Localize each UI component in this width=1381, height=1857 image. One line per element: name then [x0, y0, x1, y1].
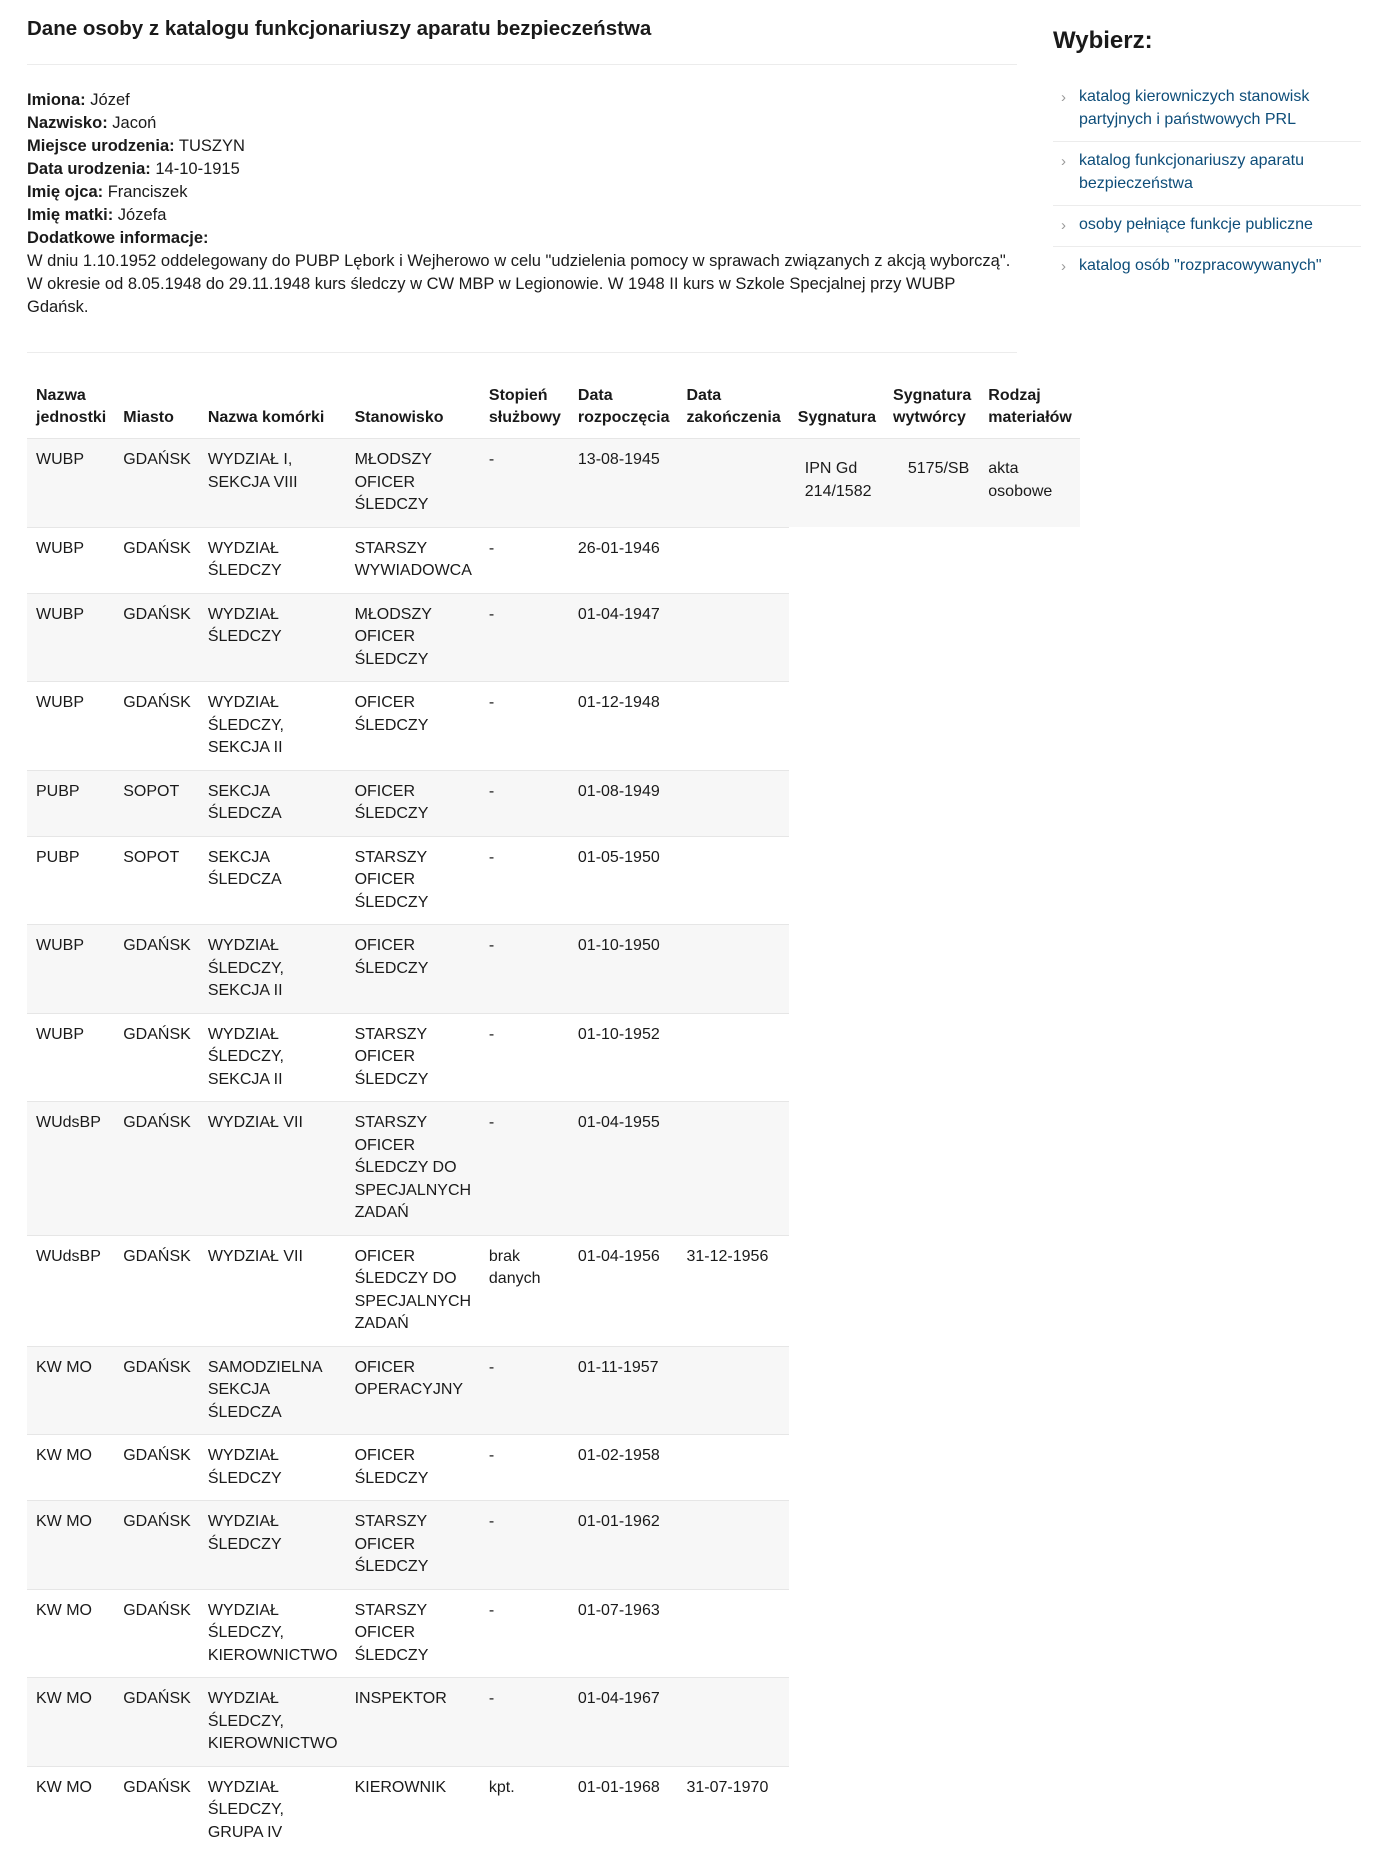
table-row — [27, 1235, 1080, 1346]
empty-cell — [789, 1766, 884, 1854]
table-row — [27, 1501, 1080, 1590]
surname-row — [27, 112, 1017, 135]
empty-cell — [884, 836, 979, 925]
sidebar-item-leadership-catalog[interactable] — [1053, 78, 1361, 142]
cell-unit: WUBP — [27, 527, 114, 593]
cell-position: INSPEKTOR — [346, 1678, 480, 1767]
empty-cell — [884, 682, 979, 771]
empty-cell — [884, 1102, 979, 1236]
table-row — [27, 925, 1080, 1014]
cell-end-date — [678, 593, 789, 682]
cell-end-date — [678, 925, 789, 1014]
surname-label: Nazwisko: — [27, 114, 108, 132]
table-row — [27, 836, 1080, 925]
page-title: Dane osoby z katalogu funkcjonariuszy aparatu bezpieczeństwa — [27, 17, 652, 40]
cell-rank: - — [480, 439, 569, 528]
cell-position: STARSZY OFICER ŚLEDCZY — [346, 1013, 480, 1102]
cell-rank: - — [480, 1435, 569, 1501]
cell-rank: - — [480, 527, 569, 593]
cell-department: WYDZIAŁ ŚLEDCZY, SEKCJA II — [199, 682, 346, 771]
cell-department: WYDZIAŁ ŚLEDCZY, GRUPA IV — [199, 1766, 346, 1854]
empty-cell — [979, 593, 1080, 682]
cell-position: OFICER ŚLEDCZY — [346, 770, 480, 836]
cell-city: GDAŃSK — [114, 925, 199, 1014]
cell-start-date: 01-02-1958 — [569, 1435, 678, 1501]
empty-cell — [979, 1346, 1080, 1435]
cell-position: STARSZY WYWIADOWCA — [346, 527, 480, 593]
chevron-right-icon: › — [1061, 217, 1066, 234]
cell-end-date — [678, 1013, 789, 1102]
empty-cell — [789, 1589, 884, 1678]
chevron-right-icon: › — [1061, 258, 1066, 275]
cell-city: GDAŃSK — [114, 1589, 199, 1678]
cell-position: OFICER ŚLEDCZY — [346, 1435, 480, 1501]
cell-city: SOPOT — [114, 770, 199, 836]
cell-start-date: 01-04-1955 — [569, 1102, 678, 1236]
extra-info-label: Dodatkowe informacje: — [27, 229, 209, 247]
cell-department: WYDZIAŁ ŚLEDCZY — [199, 1435, 346, 1501]
empty-cell — [789, 925, 884, 1014]
mother-label: Imię matki: — [27, 206, 114, 224]
cell-unit: KW MO — [27, 1678, 114, 1767]
cell-position: MŁODSZY OFICER ŚLEDCZY — [346, 593, 480, 682]
cell-position: KIEROWNIK — [346, 1766, 480, 1854]
sidebar-link[interactable]: osoby pełniące funkcje publiczne — [1079, 216, 1313, 233]
empty-cell — [789, 1102, 884, 1236]
col-header-rank: Stopień służbowy — [488, 387, 561, 426]
empty-cell — [884, 925, 979, 1014]
cell-city: GDAŃSK — [114, 682, 199, 771]
chevron-right-icon: › — [1061, 89, 1066, 106]
cell-city: GDAŃSK — [114, 527, 199, 593]
cell-end-date — [678, 527, 789, 593]
cell-unit: WUdsBP — [27, 1235, 114, 1346]
table-row — [27, 1346, 1080, 1435]
empty-cell — [979, 1435, 1080, 1501]
empty-cell — [789, 682, 884, 771]
cell-department: SAMODZIELNA SEKCJA ŚLEDCZA — [199, 1346, 346, 1435]
col-header-creator-signature: Sygnatura wytwórcy — [893, 387, 972, 426]
cell-unit: WUBP — [27, 925, 114, 1014]
first-names-row — [27, 89, 1017, 112]
cell-position: STARSZY OFICER ŚLEDCZY DO SPECJALNYCH ZADAŃ — [346, 1102, 480, 1236]
empty-cell — [884, 1235, 979, 1346]
cell-city: SOPOT — [114, 836, 199, 925]
cell-department: WYDZIAŁ ŚLEDCZY, KIEROWNICTWO — [199, 1589, 346, 1678]
cell-rank: - — [480, 1501, 569, 1590]
cell-end-date — [678, 439, 789, 528]
cell-unit: KW MO — [27, 1346, 114, 1435]
empty-cell — [884, 1501, 979, 1590]
col-header-cell: Nazwa komórki — [207, 409, 325, 426]
cell-city: GDAŃSK — [114, 439, 199, 528]
sidebar-menu — [1053, 78, 1361, 287]
table-row — [27, 527, 1080, 593]
birthdate-label: Data urodzenia: — [27, 160, 151, 178]
cell-signature: IPN Gd 214/1582 — [789, 439, 884, 528]
cell-start-date: 01-08-1949 — [569, 770, 678, 836]
col-header-material-type: Rodzaj materiałów — [988, 387, 1072, 426]
first-names-label: Imiona: — [27, 91, 86, 109]
cell-end-date — [678, 836, 789, 925]
cell-rank: - — [480, 1678, 569, 1767]
cell-unit: PUBP — [27, 770, 114, 836]
cell-rank: - — [480, 925, 569, 1014]
sidebar-item-officers-catalog[interactable] — [1053, 142, 1361, 206]
father-value: Franciszek — [107, 183, 188, 201]
empty-cell — [884, 593, 979, 682]
cell-unit: WUBP — [27, 439, 114, 528]
cell-department: WYDZIAŁ ŚLEDCZY, SEKCJA II — [199, 1013, 346, 1102]
cell-unit: WUBP — [27, 682, 114, 771]
cell-end-date — [678, 682, 789, 771]
cell-city: GDAŃSK — [114, 1435, 199, 1501]
cell-position: STARSZY OFICER ŚLEDCZY — [346, 1589, 480, 1678]
col-header-start: Data rozpoczęcia — [577, 387, 670, 426]
cell-start-date: 01-01-1968 — [569, 1766, 678, 1854]
empty-cell — [789, 527, 884, 593]
cell-rank: - — [480, 1589, 569, 1678]
cell-city: GDAŃSK — [114, 1766, 199, 1854]
divider — [27, 352, 1017, 353]
empty-cell — [789, 1678, 884, 1767]
cell-department: WYDZIAŁ ŚLEDCZY — [199, 1501, 346, 1590]
cell-end-date — [678, 1435, 789, 1501]
cell-city: GDAŃSK — [114, 1346, 199, 1435]
cell-position: STARSZY OFICER ŚLEDCZY — [346, 1501, 480, 1590]
cell-position: STARSZY OFICER ŚLEDCZY — [346, 836, 480, 925]
empty-cell — [979, 682, 1080, 771]
cell-rank: - — [480, 682, 569, 771]
cell-position: MŁODSZY OFICER ŚLEDCZY — [346, 439, 480, 528]
table-row — [27, 682, 1080, 771]
cell-end-date — [678, 770, 789, 836]
service-history-table — [27, 377, 1080, 1854]
cell-material-type: akta osobowe — [979, 439, 1080, 528]
table-row — [27, 1435, 1080, 1501]
cell-start-date: 01-01-1962 — [569, 1501, 678, 1590]
cell-city: GDAŃSK — [114, 1678, 199, 1767]
extra-info-text: W dniu 1.10.1952 oddelegowany do PUBP Lębork i Wejherowo w celu "udzielenia pomocy w sprawach związanych z akcją wyborczą". W okresie od 8.05.1948 do 29.11.1948 kurs śledczy w CW MBP w Legionowie. W 1948 II kurs w Szkole Specjalnej przy WUBP Gdańsk. — [27, 252, 1011, 316]
empty-cell — [979, 1013, 1080, 1102]
cell-city: GDAŃSK — [114, 1501, 199, 1590]
empty-cell — [979, 925, 1080, 1014]
empty-cell — [979, 836, 1080, 925]
empty-cell — [979, 1589, 1080, 1678]
sidebar-item-public-functions[interactable] — [1053, 206, 1361, 247]
chevron-right-icon: › — [1061, 153, 1066, 170]
empty-cell — [789, 593, 884, 682]
cell-department: WYDZIAŁ I, SEKCJA VIII — [199, 439, 346, 528]
cell-unit: KW MO — [27, 1766, 114, 1854]
empty-cell — [884, 1013, 979, 1102]
table-row — [27, 770, 1080, 836]
cell-city: GDAŃSK — [114, 1235, 199, 1346]
cell-city: GDAŃSK — [114, 1013, 199, 1102]
cell-end-date: 31-07-1970 — [678, 1766, 789, 1854]
empty-cell — [789, 1346, 884, 1435]
cell-rank: - — [480, 770, 569, 836]
empty-cell — [979, 1501, 1080, 1590]
cell-end-date: 31-12-1956 — [678, 1235, 789, 1346]
surname-value: Jacoń — [112, 114, 157, 132]
cell-rank: - — [480, 593, 569, 682]
empty-cell — [789, 1235, 884, 1346]
sidebar-link[interactable]: katalog osób "rozpracowywanych" — [1079, 257, 1322, 274]
empty-cell — [979, 1235, 1080, 1346]
person-details — [27, 89, 1017, 319]
empty-cell — [789, 1013, 884, 1102]
birthplace-row — [27, 135, 1017, 158]
table-row — [27, 1102, 1080, 1236]
cell-rank: brak danych — [480, 1235, 569, 1346]
cell-department: WYDZIAŁ ŚLEDCZY — [199, 593, 346, 682]
empty-cell — [979, 770, 1080, 836]
empty-cell — [884, 1589, 979, 1678]
cell-unit: WUBP — [27, 1013, 114, 1102]
cell-start-date: 13-08-1945 — [569, 439, 678, 528]
col-header-city: Miasto — [123, 409, 174, 426]
cell-department: WYDZIAŁ ŚLEDCZY, SEKCJA II — [199, 925, 346, 1014]
sidebar-link[interactable]: katalog kierowniczych stanowisk partyjnych i państwowych PRL — [1079, 88, 1310, 128]
cell-rank: - — [480, 1013, 569, 1102]
cell-position: OFICER ŚLEDCZY — [346, 682, 480, 771]
cell-department: WYDZIAŁ ŚLEDCZY — [199, 527, 346, 593]
sidebar-item-surveilled-catalog[interactable] — [1053, 247, 1361, 287]
table-row — [27, 439, 1080, 528]
cell-unit: PUBP — [27, 836, 114, 925]
sidebar-title: Wybierz: — [1053, 27, 1153, 54]
cell-department: WYDZIAŁ ŚLEDCZY, KIEROWNICTWO — [199, 1678, 346, 1767]
col-header-end: Data zakończenia — [686, 387, 781, 426]
empty-cell — [979, 1766, 1080, 1854]
cell-position: OFICER OPERACYJNY — [346, 1346, 480, 1435]
father-label: Imię ojca: — [27, 183, 104, 201]
empty-cell — [979, 1678, 1080, 1767]
table-row — [27, 1678, 1080, 1767]
cell-department: SEKCJA ŚLEDCZA — [199, 836, 346, 925]
cell-end-date — [678, 1589, 789, 1678]
cell-start-date: 01-10-1950 — [569, 925, 678, 1014]
cell-position: OFICER ŚLEDCZY — [346, 925, 480, 1014]
cell-unit: KW MO — [27, 1435, 114, 1501]
cell-start-date: 01-04-1947 — [569, 593, 678, 682]
empty-cell — [789, 770, 884, 836]
col-header-position: Stanowisko — [354, 409, 444, 426]
empty-cell — [884, 770, 979, 836]
cell-start-date: 01-12-1948 — [569, 682, 678, 771]
empty-cell — [884, 1435, 979, 1501]
cell-unit: WUBP — [27, 593, 114, 682]
empty-cell — [789, 1435, 884, 1501]
table-row — [27, 593, 1080, 682]
empty-cell — [789, 1501, 884, 1590]
cell-start-date: 01-11-1957 — [569, 1346, 678, 1435]
cell-start-date: 01-10-1952 — [569, 1013, 678, 1102]
cell-unit: KW MO — [27, 1589, 114, 1678]
cell-department: WYDZIAŁ VII — [199, 1102, 346, 1236]
birthdate-value: 14-10-1915 — [155, 160, 240, 178]
empty-cell — [884, 527, 979, 593]
sidebar-link[interactable]: katalog funkcjonariuszy aparatu bezpieczeństwa — [1079, 152, 1305, 192]
mother-value: Józefa — [117, 206, 167, 224]
cell-start-date: 26-01-1946 — [569, 527, 678, 593]
cell-end-date — [678, 1678, 789, 1767]
cell-department: WYDZIAŁ VII — [199, 1235, 346, 1346]
cell-creator-signature: 5175/SB — [884, 439, 979, 528]
empty-cell — [884, 1678, 979, 1767]
father-row — [27, 181, 1017, 204]
cell-department: SEKCJA ŚLEDCZA — [199, 770, 346, 836]
cell-position: OFICER ŚLEDCZY DO SPECJALNYCH ZADAŃ — [346, 1235, 480, 1346]
table-row — [27, 1589, 1080, 1678]
cell-unit: WUdsBP — [27, 1102, 114, 1236]
cell-start-date: 01-04-1967 — [569, 1678, 678, 1767]
cell-rank: - — [480, 1346, 569, 1435]
cell-rank: kpt. — [480, 1766, 569, 1854]
birthplace-value: TUSZYN — [178, 137, 245, 155]
mother-row — [27, 204, 1017, 227]
cell-unit: KW MO — [27, 1501, 114, 1590]
extra-info-label-row — [27, 227, 1017, 250]
empty-cell — [789, 836, 884, 925]
divider — [27, 64, 1017, 65]
cell-start-date: 01-07-1963 — [569, 1589, 678, 1678]
birthdate-row — [27, 158, 1017, 181]
cell-rank: - — [480, 836, 569, 925]
empty-cell — [979, 1102, 1080, 1236]
empty-cell — [884, 1766, 979, 1854]
cell-rank: - — [480, 1102, 569, 1236]
cell-start-date: 01-04-1956 — [569, 1235, 678, 1346]
cell-city: GDAŃSK — [114, 593, 199, 682]
cell-end-date — [678, 1501, 789, 1590]
birthplace-label: Miejsce urodzenia: — [27, 137, 175, 155]
empty-cell — [884, 1346, 979, 1435]
cell-end-date — [678, 1346, 789, 1435]
col-header-unit: Nazwa jednostki — [36, 387, 107, 426]
cell-city: GDAŃSK — [114, 1102, 199, 1236]
cell-end-date — [678, 1102, 789, 1236]
cell-start-date: 01-05-1950 — [569, 836, 678, 925]
table-header-row — [27, 377, 1080, 439]
empty-cell — [979, 527, 1080, 593]
table-row — [27, 1013, 1080, 1102]
table-row — [27, 1766, 1080, 1854]
first-names-value: Józef — [90, 91, 130, 109]
col-header-signature: Sygnatura — [797, 409, 877, 426]
